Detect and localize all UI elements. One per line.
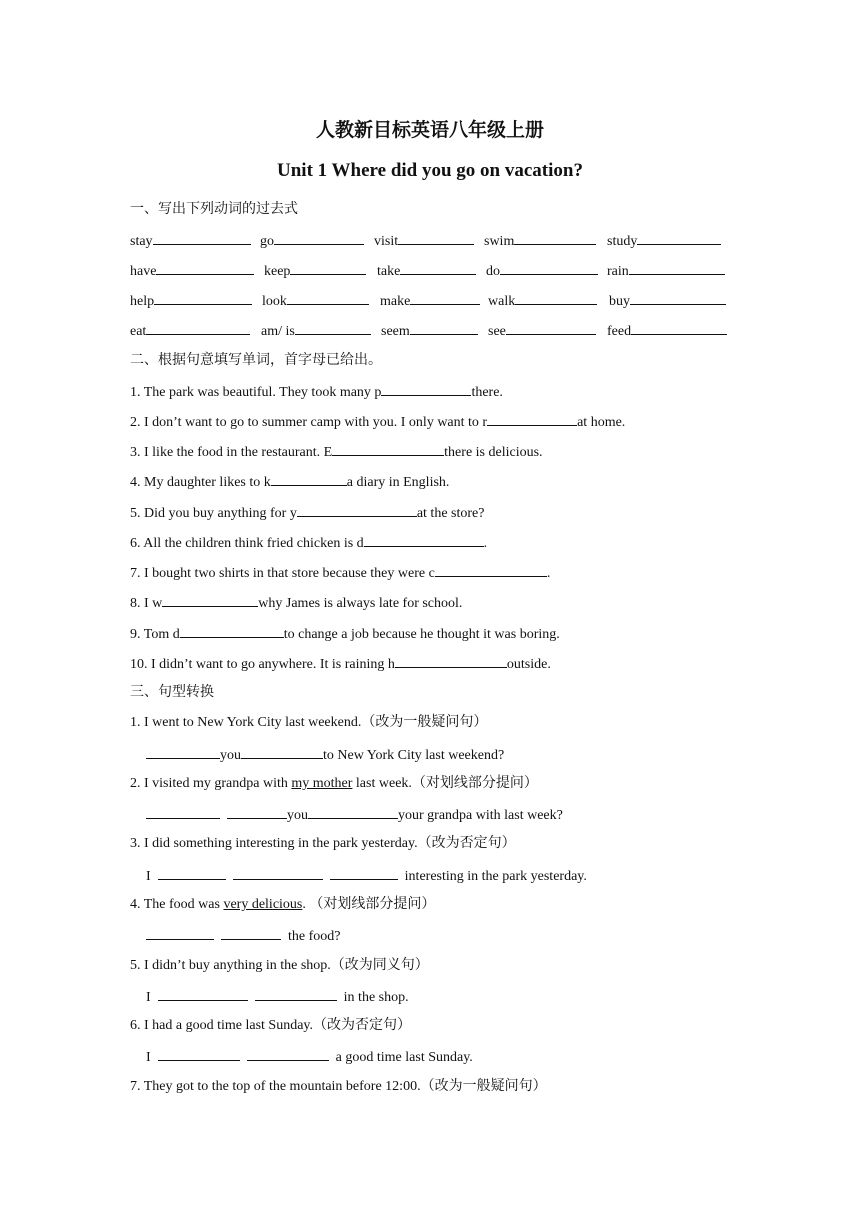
transform-question-6: 6. I had a good time last Sunday.（改为否定句） bbox=[130, 1018, 412, 1033]
answer-blank[interactable] bbox=[487, 412, 577, 426]
answer-blank[interactable] bbox=[297, 503, 417, 517]
section1-heading: 一、写出下列动词的过去式 bbox=[130, 202, 298, 217]
answer-blank[interactable] bbox=[241, 745, 323, 759]
transform-answer-1: you to New York City last weekend? bbox=[146, 745, 504, 765]
transform-question-4: 4. The food was very delicious. （对划线部分提问） bbox=[130, 897, 436, 912]
verb-row bbox=[130, 231, 730, 249]
verb-cell: see bbox=[488, 321, 596, 341]
fill-item-3: 3. I like the food in the restaurant. E there is delicious. bbox=[130, 442, 543, 462]
transform-question-5: 5. I didn’t buy anything in the shop.（改为同义句） bbox=[130, 958, 429, 973]
answer-blank[interactable] bbox=[506, 321, 596, 335]
answer-blank[interactable] bbox=[180, 624, 284, 638]
answer-blank[interactable] bbox=[146, 805, 220, 819]
transform-question-2: 2. I visited my grandpa with my mother last week.（对划线部分提问） bbox=[130, 776, 538, 791]
page-title: 人教新目标英语八年级上册 bbox=[315, 120, 544, 141]
transform-question-1: 1. I went to New York City last weekend.（改为一般疑问句） bbox=[130, 715, 488, 730]
verb-cell: do bbox=[486, 261, 598, 281]
transform-answer-6: I a good time last Sunday. bbox=[146, 1047, 473, 1067]
answer-blank[interactable] bbox=[233, 866, 323, 880]
answer-blank[interactable] bbox=[500, 261, 598, 275]
transform-answer-5: I in the shop. bbox=[146, 987, 409, 1007]
answer-blank[interactable] bbox=[158, 1047, 240, 1061]
answer-blank[interactable] bbox=[381, 382, 471, 396]
fill-item-8: 8. I w why James is always late for school. bbox=[130, 593, 462, 613]
verb-cell: have bbox=[130, 261, 254, 281]
answer-blank[interactable] bbox=[410, 291, 480, 305]
fill-item-1: 1. The park was beautiful. They took many p there. bbox=[130, 382, 503, 402]
verb-cell: go bbox=[260, 231, 364, 251]
underlined-phrase: very delicious bbox=[223, 897, 303, 912]
answer-blank[interactable] bbox=[227, 805, 287, 819]
verb-cell: help bbox=[130, 291, 252, 311]
answer-blank[interactable] bbox=[146, 926, 214, 940]
answer-blank[interactable] bbox=[400, 261, 476, 275]
transform-question-3: 3. I did something interesting in the park yesterday.（改为否定句） bbox=[130, 836, 516, 851]
fill-item-4: 4. My daughter likes to k a diary in English. bbox=[130, 472, 449, 492]
verb-cell: rain bbox=[607, 261, 725, 281]
answer-blank[interactable] bbox=[158, 987, 248, 1001]
answer-blank[interactable] bbox=[308, 805, 398, 819]
section2-heading: 二、根据句意填写单词，首字母已给出。 bbox=[130, 353, 382, 368]
verb-cell: look bbox=[262, 291, 369, 311]
answer-blank[interactable] bbox=[629, 261, 725, 275]
fill-item-6: 6. All the children think fried chicken is d . bbox=[130, 533, 487, 553]
answer-blank[interactable] bbox=[247, 1047, 329, 1061]
answer-blank[interactable] bbox=[330, 866, 398, 880]
answer-blank[interactable] bbox=[271, 472, 347, 486]
answer-blank[interactable] bbox=[395, 654, 507, 668]
verb-cell: walk bbox=[488, 291, 597, 311]
underlined-phrase: my mother bbox=[291, 776, 353, 791]
verb-row bbox=[130, 261, 730, 279]
answer-blank[interactable] bbox=[398, 231, 474, 245]
answer-blank[interactable] bbox=[332, 442, 444, 456]
transform-answer-3: I interesting in the park yesterday. bbox=[146, 866, 587, 886]
transform-question-7: 7. They got to the top of the mountain before 12:00.（改为一般疑问句） bbox=[130, 1079, 547, 1094]
answer-blank[interactable] bbox=[410, 321, 478, 335]
verb-cell: am/ is bbox=[261, 321, 371, 341]
fill-item-2: 2. I don’t want to go to summer camp with you. I only want to r at home. bbox=[130, 412, 625, 432]
verb-cell: visit bbox=[374, 231, 474, 251]
answer-blank[interactable] bbox=[290, 261, 366, 275]
answer-blank[interactable] bbox=[637, 231, 721, 245]
answer-blank[interactable] bbox=[274, 231, 364, 245]
verb-cell: study bbox=[607, 231, 721, 251]
answer-blank[interactable] bbox=[153, 231, 251, 245]
verb-cell: swim bbox=[484, 231, 596, 251]
fill-item-5: 5. Did you buy anything for y at the store? bbox=[130, 503, 484, 523]
answer-blank[interactable] bbox=[287, 291, 369, 305]
answer-blank[interactable] bbox=[630, 291, 726, 305]
verb-cell: take bbox=[377, 261, 476, 281]
verb-cell: keep bbox=[264, 261, 366, 281]
answer-blank[interactable] bbox=[154, 291, 252, 305]
answer-blank[interactable] bbox=[364, 533, 484, 547]
answer-blank[interactable] bbox=[515, 291, 597, 305]
answer-blank[interactable] bbox=[631, 321, 727, 335]
answer-blank[interactable] bbox=[435, 563, 547, 577]
verb-cell: make bbox=[380, 291, 480, 311]
section3-heading: 三、句型转换 bbox=[130, 685, 214, 700]
verb-row bbox=[130, 321, 730, 339]
answer-blank[interactable] bbox=[221, 926, 281, 940]
transform-answer-4: the food? bbox=[146, 926, 340, 946]
fill-item-9: 9. Tom d to change a job because he thought it was boring. bbox=[130, 624, 560, 644]
verb-cell: buy bbox=[609, 291, 726, 311]
verb-cell: stay bbox=[130, 231, 251, 251]
verb-cell: feed bbox=[607, 321, 727, 341]
answer-blank[interactable] bbox=[162, 593, 258, 607]
transform-answer-2: you your grandpa with last week? bbox=[146, 805, 563, 825]
answer-blank[interactable] bbox=[146, 321, 250, 335]
answer-blank[interactable] bbox=[158, 866, 226, 880]
answer-blank[interactable] bbox=[295, 321, 371, 335]
fill-item-10: 10. I didn’t want to go anywhere. It is raining h outside. bbox=[130, 654, 551, 674]
fill-item-7: 7. I bought two shirts in that store because they were c . bbox=[130, 563, 550, 583]
verb-row bbox=[130, 291, 730, 309]
page-subtitle: Unit 1 Where did you go on vacation? bbox=[277, 160, 583, 181]
answer-blank[interactable] bbox=[156, 261, 254, 275]
answer-blank[interactable] bbox=[514, 231, 596, 245]
answer-blank[interactable] bbox=[146, 745, 220, 759]
verb-cell: seem bbox=[381, 321, 478, 341]
verb-cell: eat bbox=[130, 321, 250, 341]
answer-blank[interactable] bbox=[255, 987, 337, 1001]
